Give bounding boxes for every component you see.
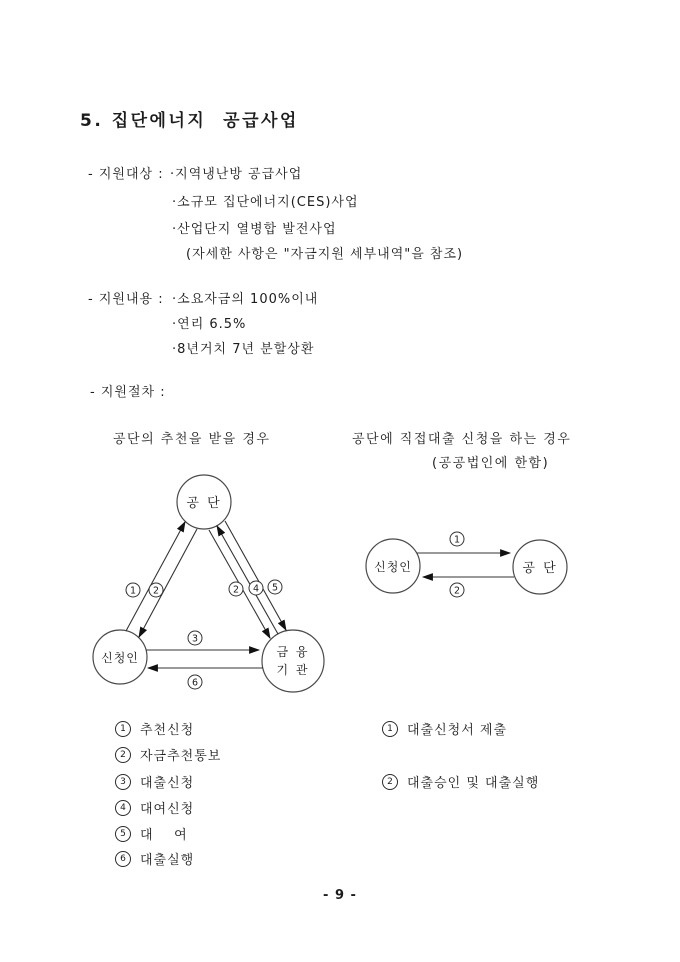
node-gongdan-label: 공 단 <box>186 496 222 511</box>
legend-item <box>115 745 221 764</box>
step-number-badge: 2 <box>115 747 131 763</box>
step-number-badge: 2 <box>382 774 398 790</box>
right-diagram-subtitle: (공공법인에 한함) <box>432 456 550 471</box>
legend-text: 대출신청서 제출 <box>407 723 508 738</box>
arrow-label-6 <box>188 675 202 689</box>
support-target-note: (자세한 사항은 "자금지원 세부내역"을 참조) <box>186 247 464 262</box>
arrow-2-gongdan-to-applicant <box>139 529 197 637</box>
node-applicant-label: 신청인 <box>101 651 139 665</box>
svg-text:2: 2 <box>453 585 461 597</box>
svg-text:2: 2 <box>232 584 240 596</box>
support-target-label: - 지원대상 : <box>88 167 164 182</box>
right-diagram-title: 공단에 직접대출 신청을 하는 경우 <box>352 432 572 447</box>
page-number: - 9 - <box>323 888 357 903</box>
arrow-label-2 <box>450 583 464 597</box>
svg-text:6: 6 <box>191 677 199 689</box>
arrow-label-2b <box>229 582 243 596</box>
left-diagram-title: 공단의 추천을 받을 경우 <box>113 432 271 447</box>
legend-item <box>115 849 194 868</box>
page-title: 5. 집단에너지 공급사업 <box>80 111 299 131</box>
step-number-badge: 1 <box>382 721 398 737</box>
node-bank-label-line1: 금 융 <box>276 645 310 659</box>
right-flow-diagram <box>350 505 600 620</box>
support-content-item: ·연리 6.5% <box>172 317 247 332</box>
support-target-item: ·지역냉난방 공급사업 <box>170 167 303 182</box>
svg-text:3: 3 <box>191 633 199 645</box>
svg-text:1: 1 <box>453 534 461 546</box>
step-number-badge: 4 <box>115 800 131 816</box>
legend-text: 추천신청 <box>140 723 195 738</box>
support-content-item: ·소요자금의 100%이내 <box>172 292 319 307</box>
arrow-label-1 <box>126 583 140 597</box>
node-applicant-label: 신청인 <box>374 560 412 574</box>
legend-item <box>115 772 194 791</box>
legend-item <box>115 824 188 843</box>
arrow-label-2 <box>149 583 163 597</box>
arrow-label-4 <box>249 581 263 595</box>
svg-text:2: 2 <box>152 585 160 597</box>
step-number-badge: 5 <box>115 826 131 842</box>
legend-text: 대출신청 <box>140 776 195 791</box>
legend-text: 자금추천통보 <box>140 749 222 764</box>
svg-text:4: 4 <box>252 583 260 595</box>
legend-text: 대여신청 <box>140 802 195 817</box>
support-target-item: ·소규모 집단에너지(CES)사업 <box>172 195 359 210</box>
node-financial-institution <box>262 630 324 692</box>
left-flow-diagram <box>60 460 360 720</box>
legend-text: 대 여 <box>140 828 188 843</box>
svg-text:1: 1 <box>129 585 137 597</box>
step-number-badge: 3 <box>115 774 131 790</box>
arrow-label-5 <box>268 580 282 594</box>
arrow-label-3 <box>188 631 202 645</box>
legend-item <box>115 798 194 817</box>
support-content-item: ·8년거치 7년 분할상환 <box>172 342 315 357</box>
arrow-label-1 <box>450 532 464 546</box>
procedure-label: - 지원절차 : <box>90 385 166 400</box>
legend-item <box>382 772 539 791</box>
arrow-4-bank-to-gongdan <box>217 526 278 634</box>
step-number-badge: 6 <box>115 851 131 867</box>
support-content-label: - 지원내용 : <box>88 292 164 307</box>
node-gongdan-label: 공 단 <box>522 561 558 576</box>
step-number-badge: 1 <box>115 721 131 737</box>
legend-item <box>382 719 507 738</box>
legend-text: 대출승인 및 대출실행 <box>407 776 540 791</box>
legend-text: 대출실행 <box>140 853 195 868</box>
arrow-1-applicant-to-gongdan <box>126 522 185 631</box>
svg-text:5: 5 <box>271 582 279 594</box>
legend-item <box>115 719 194 738</box>
node-bank-label-line2: 기 관 <box>276 663 310 677</box>
support-target-item: ·산업단지 열병합 발전사업 <box>172 222 337 237</box>
